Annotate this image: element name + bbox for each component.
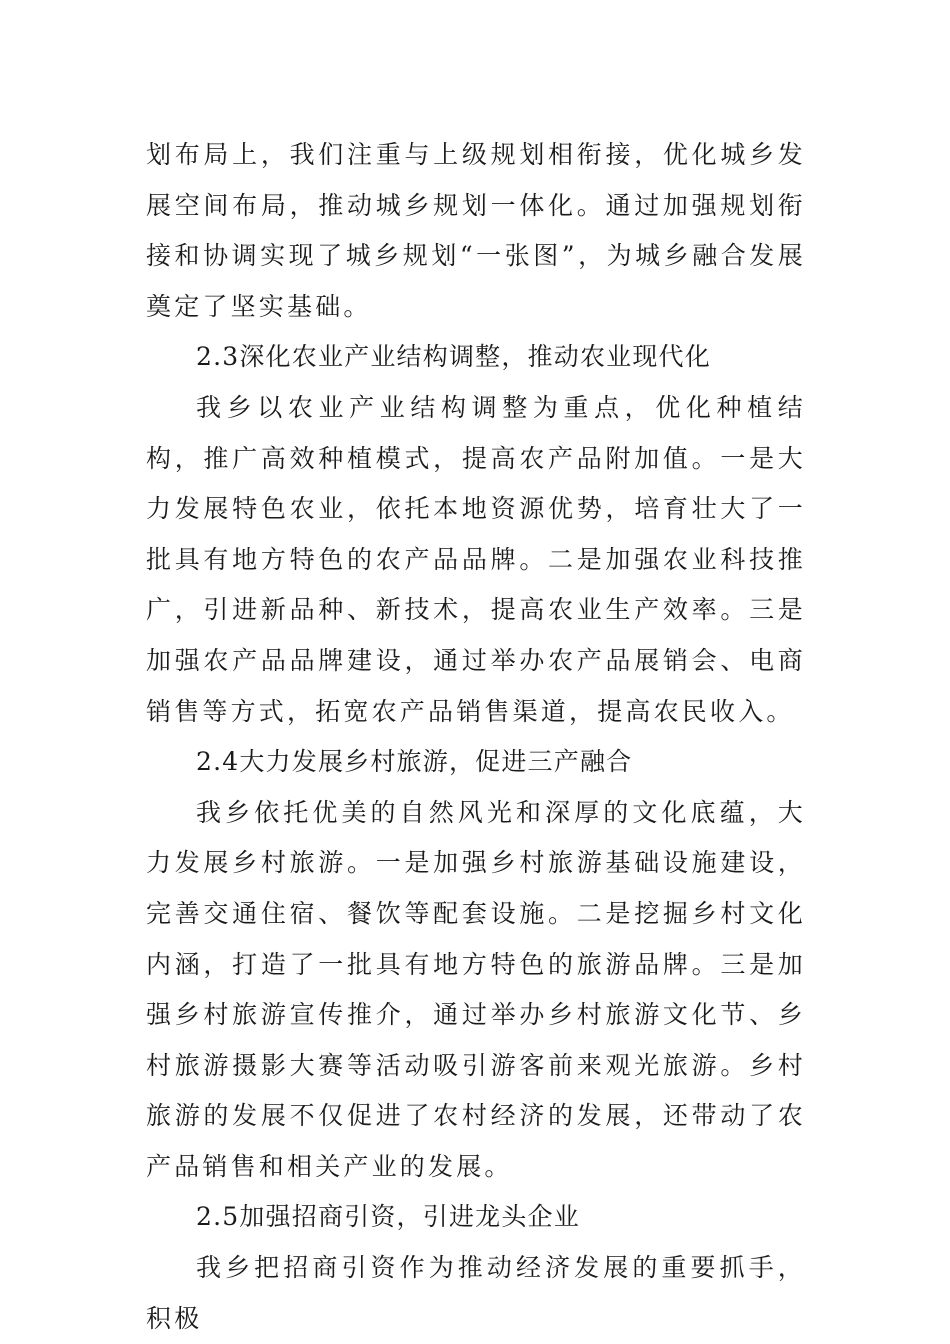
paragraph-rural-tourism: 我乡依托优美的自然风光和深厚的文化底蕴，大力发展乡村旅游。一是加强乡村旅游基础设施建设，完善交通住宿、餐饮等配套设施。二是挖掘乡村文化内涵，打造了一批具有地方特色的旅游品牌。三是加强乡村旅游宣传推介，通过举办乡村旅游文化节、乡村旅游摄影大赛等活动吸引游客前来观光旅游。乡村旅游的发展不仅促进了农村经济的发展，还带动了农产品销售和相关产业的发展。: [146, 797, 806, 1181]
document-body: [146, 130, 806, 1344]
paragraph-planning-continued: 划布局上，我们注重与上级规划相衔接，优化城乡发展空间布局，推动城乡规划一体化。通过加强规划衔接和协调实现了城乡规划“一张图”，为城乡融合发展奠定了坚实基础。: [146, 140, 806, 321]
section-heading-2-3: 2.3深化农业产业结构调整，推动农业现代化: [196, 342, 711, 372]
paragraph-agriculture-structure: 我乡以农业产业结构调整为重点，优化种植结构，推广高效种植模式，提高农产品附加值。一是大力发展特色农业，依托本地资源优势，培育壮大了一批具有地方特色的农产品品牌。二是加强农业科技推广，引进新品种、新技术，提高农业生产效率。三是加强农产品品牌建设，通过举办农产品展销会、电商销售等方式，拓宽农产品销售渠道，提高农民收入。: [146, 392, 806, 726]
section-heading-2-5: 2.5加强招商引资，引进龙头企业: [196, 1202, 580, 1232]
section-heading-2-4: 2.4大力发展乡村旅游，促进三产融合: [196, 747, 633, 777]
paragraph-investment-attraction: 我乡把招商引资作为推动经济发展的重要抓手，积极: [146, 1253, 806, 1333]
